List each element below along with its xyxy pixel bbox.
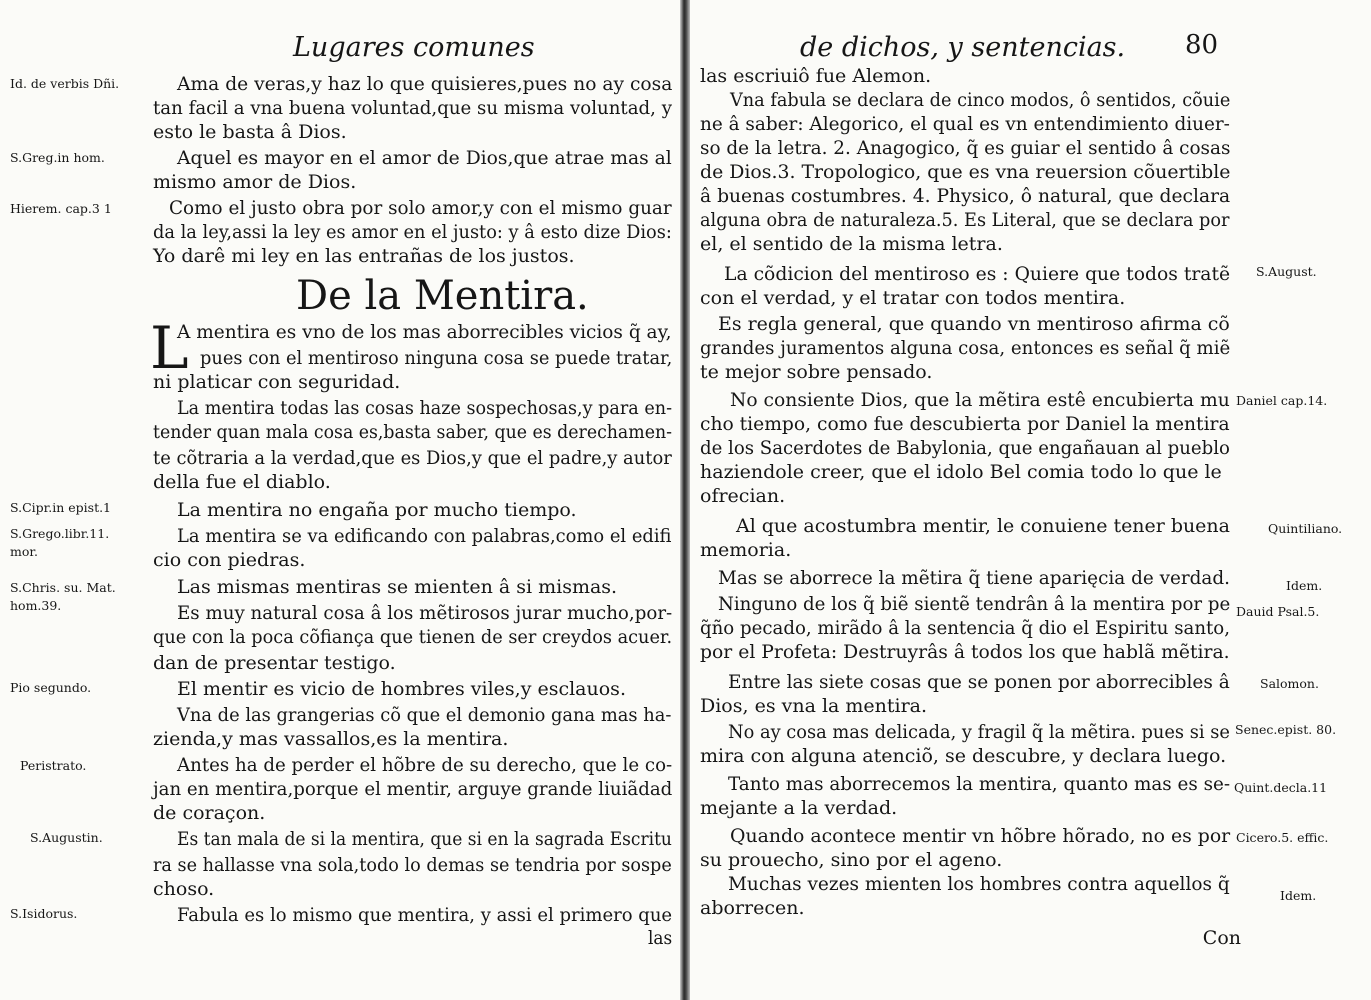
text-line: las	[648, 927, 673, 949]
margin-note: Quintiliano.	[1268, 521, 1343, 536]
margin-note: Peristrato.	[20, 758, 87, 773]
margin-note: Senec.epist. 80.	[1235, 722, 1337, 737]
book-gutter	[680, 0, 690, 1000]
margin-note: mor.	[10, 544, 38, 559]
margin-note: S.Greg.in hom.	[10, 150, 105, 165]
margin-note: S.Augustin.	[30, 830, 103, 845]
text-line: choso.	[153, 878, 215, 900]
text-line: te cõtraria a la verdad,que es Dios,y que el padre,y autor	[153, 447, 672, 469]
text-line: que con la poca cõfiança que tienen de ser creydos acuer.	[153, 626, 673, 648]
text-line: Entre las siete cosas que se ponen por aborrecibles â	[728, 671, 1230, 693]
text-line: Es regla general, que quando vn mentiroso afirma cõ	[718, 313, 1230, 335]
text-line: haziendole creer, que el idolo Bel comia todo lo que le	[700, 461, 1222, 483]
margin-note: Salomon.	[1260, 676, 1319, 691]
text-line: q̃ño pecado, mirãdo â la sentencia q̃ dio el Espiritu santo,	[700, 617, 1230, 639]
left-margin-notes	[0, 0, 680, 1000]
text-line: ofrecian.	[700, 485, 786, 507]
text-line: tender quan mala cosa es,basta saber, que es derechamen-	[153, 421, 672, 443]
text-line: Quando acontece mentir vn hõbre hõrado, no es por	[730, 825, 1231, 847]
text-line: La mentira no engaña por mucho tiempo.	[177, 499, 577, 521]
margin-note: Idem.	[1286, 578, 1323, 593]
text-line: El mentir es vicio de hombres viles,y esclauos.	[177, 678, 626, 700]
text-line: dan de presentar testigo.	[153, 652, 396, 674]
text-line: della fue el diablo.	[153, 471, 331, 493]
text-line: las escriuiô fue Alemon.	[700, 65, 932, 87]
text-line: grandes juramentos alguna cosa, entonces es señal q̃ miẽ	[700, 337, 1231, 359]
right-margin-notes	[690, 0, 1371, 1000]
margin-note: S.Grego.libr.11.	[10, 526, 110, 541]
text-line: su prouecho, sino por el ageno.	[700, 849, 1003, 871]
text-line: A mentira es vno de los mas aborrecibles vicios q̃ ay,	[177, 321, 672, 343]
text-line: jan en mentira,porque el mentir, arguye grande liuiãdad	[153, 778, 673, 800]
text-line: Las mismas mentiras se mienten â si mismas.	[177, 576, 618, 598]
page-number: 80	[1185, 30, 1219, 60]
margin-note: hom.39.	[10, 598, 62, 613]
text-line: Mas se aborrece la mẽtira q̃ tiene aparięcia de verdad.	[718, 567, 1230, 589]
text-line: alguna obra de naturaleza.5. Es Literal, que se declara por	[700, 209, 1230, 231]
text-line: tan facil a vna buena voluntad,que su misma voluntad, y	[153, 97, 672, 119]
text-line: Como el justo obra por solo amor,y con el mismo guar	[169, 197, 672, 219]
text-line: Dios, es vna la mentira.	[700, 695, 928, 717]
text-line: La mentira se va edificando con palabras,como el edifi	[177, 525, 672, 547]
text-line: Yo darê mi ley en las entrañas de los justos.	[153, 245, 575, 267]
text-line: so de la letra. 2. Anagogico, q̃ es guiar el sentido â cosas	[700, 137, 1231, 159]
margin-note: Dauid Psal.5.	[1236, 604, 1320, 619]
text-line: mismo amor de Dios.	[153, 171, 357, 193]
text-line: No ay cosa mas delicada, y fragil q̃ la mẽtira. pues si se	[728, 721, 1230, 743]
text-line: de Dios.3. Tropologico, que es vna reuersion cõuertible	[700, 161, 1231, 183]
text-line: da la ley,assi la ley es amor en el justo: y â esto dize Dios:	[153, 221, 672, 243]
text-line: Ninguno de los q̃ biẽ sientẽ tendrân â la mentira por pe	[718, 593, 1231, 615]
text-line: mejante a la verdad.	[700, 797, 898, 819]
text-line: Es muy natural cosa â los mẽtirosos jurar mucho,por-	[177, 602, 673, 624]
text-line: Fabula es lo mismo que mentira, y assi el primero que	[177, 904, 673, 926]
text-line: te mejor sobre pensado.	[700, 361, 933, 383]
text-line: de los Sacerdotes de Babylonia, que engañauan al pueblo	[700, 437, 1230, 459]
text-line: con el verdad, y el tratar con todos mentira.	[700, 287, 1126, 309]
margin-note: S.Cipr.in epist.1	[10, 500, 112, 515]
running-title: de dichos, y sentencias.	[800, 32, 1126, 63]
text-line: ni platicar con seguridad.	[153, 371, 401, 393]
text-line: mira con alguna atenciõ, se descubre, y declara luego.	[700, 745, 1227, 767]
text-line: Tanto mas aborrecemos la mentira, quanto mas es se-	[728, 773, 1231, 795]
left-page	[0, 0, 680, 1000]
margin-note: Hierem. cap.3 1	[10, 201, 112, 216]
text-line: ra se hallasse vna sola,todo lo demas se tendria por sospe	[153, 854, 672, 876]
text-line: Vna de las grangerias cõ que el demonio gana mas ha-	[177, 704, 672, 726]
text-line: Al que acostumbra mentir, le conuiene tener buena	[736, 515, 1230, 537]
catchword: Con	[1202, 927, 1241, 949]
text-line: La mentira todas las cosas haze sospechosas,y para en-	[177, 397, 673, 419]
text-line: cio con piedras.	[153, 549, 306, 571]
margin-note: S.Chris. su. Mat.	[10, 580, 116, 595]
text-line: el, el sentido de la misma letra.	[700, 233, 1003, 255]
margin-note: S.August.	[1256, 264, 1317, 279]
text-line: de coraçon.	[153, 802, 266, 824]
right-page	[690, 0, 1371, 1000]
text-line: por el Profeta: Destruyrâs â todos los que hablã mẽtira.	[700, 641, 1230, 663]
margin-note: Id. de verbis Dñi.	[10, 76, 120, 91]
margin-note: Quint.decla.11	[1234, 780, 1328, 795]
text-line: No consiente Dios, que la mẽtira estê encubierta mu	[730, 389, 1230, 411]
margin-note: Daniel cap.14.	[1236, 393, 1328, 408]
text-line: pues con el mentiroso ninguna cosa se puede tratar,	[200, 347, 673, 369]
margin-note: Idem.	[1280, 888, 1317, 903]
text-line: memoria.	[700, 539, 792, 561]
drop-cap: L	[150, 314, 189, 382]
text-line: Antes ha de perder el hõbre de su derecho, que le co-	[177, 754, 673, 776]
text-line: Vna fabula se declara de cinco modos, ô sentidos, cõuie	[730, 89, 1231, 111]
margin-note: S.Isidorus.	[10, 906, 78, 921]
text-line: â buenas costumbres. 4. Physico, ô natural, que declara	[700, 185, 1231, 207]
text-line: La cõdicion del mentiroso es : Quiere que todos tratẽ	[724, 263, 1231, 285]
text-line: zienda,y mas vassallos,es la mentira.	[153, 728, 509, 750]
section-heading: De la Mentira.	[296, 273, 589, 319]
text-line: Aquel es mayor en el amor de Dios,que atrae mas al	[177, 147, 672, 169]
running-title: Lugares comunes	[293, 32, 535, 63]
margin-note: Pio segundo.	[10, 680, 92, 695]
text-line: esto le basta â Dios.	[153, 121, 347, 143]
text-line: Ama de veras,y haz lo que quisieres,pues no ay cosa	[177, 73, 673, 95]
text-line: Es tan mala de si la mentira, que si en la sagrada Escritu	[177, 828, 672, 850]
margin-note: Cicero.5. effic.	[1236, 830, 1329, 845]
text-line: cho tiempo, como fue descubierta por Daniel la mentira	[700, 413, 1230, 435]
text-line: Muchas vezes mienten los hombres contra aquellos q̃	[728, 873, 1230, 895]
text-line: aborrecen.	[700, 897, 805, 919]
text-line: ne â saber: Alegorico, el qual es vn entendimiento diuer-	[700, 113, 1230, 135]
